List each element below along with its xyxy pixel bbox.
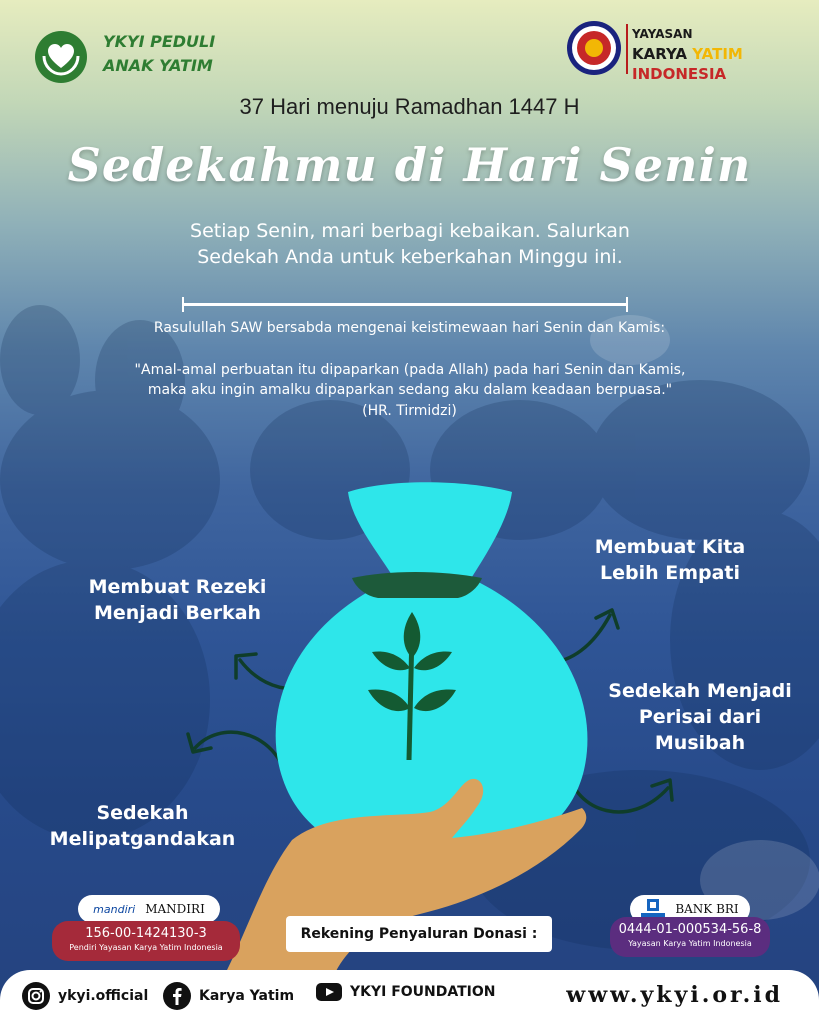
subtitle: [120, 218, 700, 270]
arrow-icon: [652, 780, 672, 800]
arrow-icon: [568, 770, 668, 812]
bank-bri-name: BANK BRI: [675, 902, 739, 916]
instagram-icon: [22, 982, 50, 1010]
benefit-empati-line1: Membuat Kita: [594, 536, 746, 558]
benefit-rezeki-line1: Membuat Rezeki: [88, 576, 267, 598]
hadith-quote-line2: maka aku ingin amalku dipaparkan sedang aku dalam keadaan berpuasa.": [147, 382, 673, 398]
benefit-perisai-line1: Sedekah Menjadi: [608, 680, 792, 702]
bank-mandiri-account-number[interactable]: 156-00-1424130-3: [85, 926, 207, 941]
benefit-melipatgandakan-line1: Sedekah: [96, 802, 189, 824]
subtitle-line2: Sedekah Anda untuk keberkahan Minggu ini.: [197, 246, 623, 268]
org-name-yatim: YATIM: [692, 45, 743, 63]
hadith-quote: [60, 360, 760, 400]
hadith-quote-line1: "Amal-amal perbuatan itu dipaparkan (pada Allah) pada hari Senin dan Kamis,: [134, 362, 686, 378]
money-bag-icon: [276, 482, 588, 862]
org-name-right-line1: YAYASAN: [632, 27, 693, 41]
youtube-icon: [316, 982, 342, 1002]
ykyi-heart-hands-logo: [34, 30, 88, 84]
subtitle-line1: Setiap Senin, mari berbagi kebaikan. Salurkan: [190, 220, 630, 242]
benefit-empati: [570, 534, 770, 586]
youtube-channel: YKYI FOUNDATION: [350, 984, 496, 1000]
main-title: Sedekahmu di Hari Senin: [67, 138, 752, 192]
benefit-perisai-line2: Perisai dari: [638, 706, 762, 728]
ramadhan-countdown: 37 Hari menuju Ramadhan 1447 H: [239, 94, 580, 119]
bank-mandiri-name: MANDIRI: [145, 902, 205, 916]
org-name-left: [103, 30, 215, 78]
benefit-melipatgandakan: [30, 800, 255, 852]
bri-logo-icon: [641, 899, 665, 919]
rekening-label: Rekening Penyaluran Donasi :: [286, 916, 552, 952]
benefit-perisai: [585, 678, 815, 756]
mandiri-logo: mandiri: [93, 902, 136, 916]
bank-mandiri-header: [78, 895, 220, 923]
facebook-icon: [163, 982, 191, 1010]
section-divider: [182, 303, 628, 306]
instagram-handle: ykyi.official: [58, 988, 149, 1004]
instagram-link[interactable]: [22, 982, 148, 1010]
arrow-icon: [195, 732, 285, 772]
org-name-left-line1: YKYI PEDULI: [103, 32, 216, 51]
yayasan-seal-logo: [566, 20, 622, 76]
benefit-perisai-line3: Musibah: [654, 732, 746, 754]
bank-bri-account-number[interactable]: 0444-01-000534-56-8: [618, 922, 762, 937]
benefit-melipatgandakan-line2: Melipatgandakan: [49, 828, 236, 850]
facebook-name: Karya Yatim: [199, 988, 295, 1004]
org-name-indonesia: INDONESIA: [632, 65, 727, 83]
org-name-karya: KARYA: [632, 45, 693, 63]
bank-bri-account-owner: Yayasan Karya Yatim Indonesia: [628, 939, 752, 948]
org-name-right: [632, 24, 819, 84]
website-link[interactable]: www.ykyi.or.id: [566, 982, 783, 1008]
benefit-rezeki-line2: Menjadi Berkah: [93, 602, 262, 624]
bank-mandiri-account-owner: Pendiri Yayasan Karya Yatim Indonesia: [69, 943, 223, 952]
hadith-source: (HR. Tirmidzi): [362, 403, 457, 419]
hadith-intro: Rasulullah SAW bersabda mengenai keistimewaan hari Senin dan Kamis:: [153, 320, 666, 336]
logo-divider: [626, 24, 628, 74]
facebook-link[interactable]: [163, 982, 294, 1010]
org-name-left-line2: ANAK YATIM: [103, 56, 213, 75]
org-name-right-line2: [632, 44, 819, 84]
benefit-rezeki: [70, 574, 285, 626]
bank-mandiri-account-card: [52, 921, 240, 961]
benefit-empati-line2: Lebih Empati: [599, 562, 741, 584]
youtube-link[interactable]: [316, 982, 496, 1002]
bank-bri-account-card: [610, 917, 770, 957]
footer: [0, 970, 819, 1024]
